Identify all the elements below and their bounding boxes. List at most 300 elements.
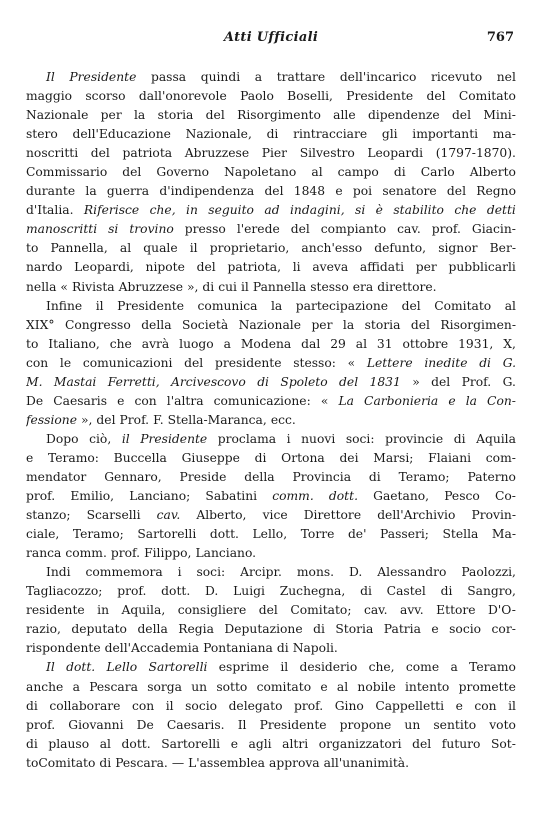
word: Nazionale: [26, 108, 89, 123]
word: dott.: [161, 584, 191, 599]
word: proprietario,: [209, 241, 290, 256]
word: del: [412, 736, 432, 751]
word: socio: [449, 622, 482, 637]
word: Pannella,: [50, 241, 108, 256]
word: D'O-: [488, 603, 516, 618]
word: Presidente: [117, 298, 185, 313]
word: Lello,: [252, 527, 288, 542]
word: comm.: [65, 546, 107, 561]
word: Il: [46, 70, 55, 84]
word: Ma-: [491, 527, 516, 542]
body-text: [26, 68, 516, 773]
word: dott.: [66, 660, 96, 675]
word: del: [258, 603, 278, 618]
word: Ettore: [436, 603, 476, 618]
word: presso: [184, 222, 226, 237]
word: nipote: [145, 260, 185, 275]
word: Pannella: [252, 279, 307, 294]
word: Dopo: [46, 431, 79, 446]
word: Preside: [179, 469, 227, 484]
word: Comitato;: [290, 603, 352, 618]
word: e: [455, 698, 463, 713]
word: con: [26, 355, 49, 370]
word: stabilito: [393, 203, 444, 218]
word: durante: [26, 184, 76, 199]
word: gli: [381, 127, 398, 142]
word: che: [109, 336, 132, 351]
word: Presidente: [346, 89, 414, 104]
word: il: [508, 698, 516, 713]
word: Commissario: [26, 165, 108, 180]
word: del: [184, 355, 204, 370]
word: come: [405, 660, 440, 675]
word: di: [440, 584, 453, 599]
word: Paolo: [240, 89, 274, 104]
text-line: [26, 87, 516, 106]
word: al: [99, 736, 111, 751]
word: altri: [282, 736, 309, 751]
word: Luigi: [233, 584, 265, 599]
word: prof.: [294, 698, 324, 713]
word: a: [254, 70, 263, 84]
word: Gaetano,: [373, 489, 430, 504]
word: Tagliacozzo;: [26, 584, 103, 599]
word: to: [26, 241, 39, 256]
word: rintracciare: [293, 127, 368, 142]
word: di: [266, 127, 279, 142]
word: il: [280, 660, 289, 675]
text-line: [26, 258, 516, 277]
word: prof.: [431, 222, 461, 237]
word: Napoletano: [224, 165, 297, 180]
text-line: [26, 506, 516, 525]
text-line: [26, 582, 516, 601]
text-line: [26, 373, 516, 392]
text-line: [26, 201, 516, 220]
word: di: [479, 355, 491, 370]
text-line: [26, 468, 516, 487]
word: dei: [339, 450, 359, 465]
word: dott.: [328, 489, 358, 504]
text-line: [26, 449, 516, 468]
word: razio,: [26, 622, 61, 637]
word: Modena: [240, 336, 292, 351]
word: Buccella: [113, 450, 167, 465]
word: Cappelletti: [375, 698, 445, 713]
word: Caesaris: [53, 393, 108, 408]
word: Sabatini: [205, 489, 258, 504]
word: Comitato: [458, 89, 516, 104]
word: 29: [330, 336, 346, 351]
word: Spoleto: [280, 374, 328, 389]
text-line: [26, 182, 516, 201]
word: trattare: [276, 70, 326, 84]
word: Sartorelli: [148, 660, 208, 675]
word: del: [426, 89, 446, 104]
word: to: [26, 336, 39, 351]
word: Storia: [335, 622, 374, 637]
word: prof.: [26, 489, 56, 504]
word: Carbonieria: [364, 393, 439, 408]
word: patriota: [122, 146, 173, 161]
word: Lanciano.: [195, 546, 257, 561]
word: Sangro,: [467, 584, 516, 599]
word: i: [177, 565, 182, 580]
word: di: [202, 279, 215, 294]
word: comunicazione:: [213, 393, 311, 408]
word: passa: [150, 70, 187, 84]
word: De: [136, 717, 154, 732]
word: del: [205, 108, 225, 123]
word: per: [100, 108, 122, 123]
word: Regia: [178, 622, 214, 637]
word: consigliere: [177, 603, 247, 618]
word: Carlo: [420, 165, 455, 180]
text-line: [26, 658, 516, 677]
word: Presidente: [140, 431, 208, 446]
word: prof.: [117, 584, 147, 599]
word: De: [26, 393, 44, 408]
word: e: [335, 184, 343, 199]
word: XIX°: [26, 317, 55, 332]
word: Prof.: [461, 374, 492, 389]
word: deputato: [71, 622, 127, 637]
word: alle: [333, 108, 356, 123]
word: all'unanimità.: [323, 755, 410, 770]
word: poi: [352, 184, 373, 199]
word: Paterno: [467, 469, 516, 484]
word: approva: [269, 755, 320, 770]
text-line: [26, 601, 516, 620]
word: del: [96, 412, 116, 427]
word: desiderio: [299, 660, 358, 675]
word: mons.: [296, 565, 335, 580]
word: L'assemblea: [188, 755, 265, 770]
word: futuro: [441, 736, 481, 751]
word: Alessandro: [377, 565, 447, 580]
word: Provincia: [292, 469, 352, 484]
word: dell'Archivio: [377, 508, 456, 523]
word: scorso: [85, 89, 126, 104]
page-header: [26, 24, 516, 48]
word: Stella-Maranca,: [167, 412, 267, 427]
word: Giuseppe: [181, 450, 240, 465]
word: del: [290, 222, 310, 237]
word: Napoli.: [292, 641, 338, 656]
word: Presidente: [69, 70, 137, 84]
word: nel: [496, 70, 516, 84]
word: «: [347, 355, 356, 370]
word: Pesco: [444, 489, 480, 504]
word: Arcipr.: [240, 565, 282, 580]
text-line: [26, 697, 516, 716]
text-line: [26, 163, 516, 182]
word: Boselli,: [287, 89, 333, 104]
word: »,: [186, 279, 199, 294]
word: storia: [157, 108, 194, 123]
word: del: [401, 298, 421, 313]
word: comm.: [272, 489, 314, 504]
text-line: [26, 68, 516, 87]
word: ciale,: [26, 527, 60, 542]
word: Lettere: [366, 355, 413, 370]
word: l'altra: [166, 393, 204, 408]
word: ma-: [492, 127, 516, 142]
word: Il: [237, 717, 247, 732]
word: ad: [264, 203, 280, 218]
word: comunica: [197, 298, 258, 313]
word: Patria: [383, 622, 421, 637]
word: dipendenze: [367, 108, 440, 123]
word: che,: [368, 660, 395, 675]
word: Ortona: [281, 450, 325, 465]
word: a: [450, 660, 458, 675]
word: nardo: [26, 260, 63, 275]
word: 1931,: [458, 336, 494, 351]
word: comunicazioni: [82, 355, 173, 370]
word: ranca: [26, 546, 62, 561]
word: il: [165, 698, 174, 713]
word: toComitato: [26, 755, 96, 770]
word: della: [137, 622, 168, 637]
word: G.: [502, 374, 516, 389]
text-line: [26, 220, 516, 239]
word: Il: [46, 660, 55, 675]
word: stesso: [310, 279, 349, 294]
word: i: [286, 431, 291, 446]
word: prof.: [110, 546, 141, 561]
word: Infine: [46, 298, 83, 313]
word: cor-: [491, 622, 516, 637]
word: (1797-1870).: [435, 146, 516, 161]
text-line: [26, 639, 516, 658]
word: del: [264, 184, 284, 199]
word: e: [230, 736, 238, 751]
word: si: [108, 222, 119, 237]
word: Prof.: [119, 412, 150, 427]
word: intento: [405, 679, 450, 694]
word: soci:: [345, 431, 375, 446]
word: a: [72, 679, 80, 694]
word: Ferretti,: [107, 374, 160, 389]
word: il: [121, 431, 130, 446]
text-line: [26, 144, 516, 163]
text-line: [26, 354, 516, 373]
word: dal: [301, 336, 321, 351]
text-line: [26, 316, 516, 335]
word: prof.: [26, 717, 56, 732]
word: dell'incarico: [339, 70, 417, 84]
word: Leopardi: [367, 146, 424, 161]
word: si: [355, 203, 366, 218]
word: è: [375, 203, 383, 218]
word: dall'onorevole: [138, 89, 227, 104]
word: D.: [205, 584, 219, 599]
word: la: [342, 317, 355, 332]
text-line: [26, 392, 516, 411]
word: la: [465, 393, 477, 408]
word: Sot-: [490, 736, 516, 751]
word: quale: [143, 241, 178, 256]
word: al: [119, 241, 132, 256]
word: del: [196, 260, 216, 275]
word: dell'Educazione: [72, 127, 171, 142]
word: di: [257, 374, 269, 389]
word: del: [339, 374, 359, 389]
word: Giovanni: [68, 717, 124, 732]
text-line: [26, 278, 516, 297]
word: Direttore: [303, 508, 362, 523]
word: —: [171, 755, 185, 770]
word: esprime: [218, 660, 269, 675]
word: del: [431, 374, 451, 389]
word: Zuchegna,: [279, 584, 346, 599]
word: storia: [364, 317, 401, 332]
word: Riferisce: [83, 203, 140, 218]
word: un: [404, 717, 421, 732]
word: organizzatori: [318, 736, 402, 751]
word: Aquila: [476, 431, 516, 446]
word: Mini-: [483, 108, 516, 123]
word: in: [97, 603, 109, 618]
word: commemora: [85, 565, 163, 580]
word: ecc.: [270, 412, 296, 427]
word: Leopardi,: [74, 260, 134, 275]
word: d'indipendenza: [159, 184, 255, 199]
page-number: 767: [486, 30, 514, 45]
word: di: [453, 431, 466, 446]
word: provincie: [385, 431, 444, 446]
word: maggio: [26, 89, 73, 104]
word: Risorgimento: [237, 108, 321, 123]
word: la: [134, 108, 146, 123]
word: di: [254, 450, 267, 465]
word: Stella: [442, 527, 479, 542]
word: «: [320, 393, 329, 408]
word: vice: [262, 508, 288, 523]
word: un: [191, 679, 208, 694]
word: com-: [485, 450, 516, 465]
word: Provin-: [471, 508, 516, 523]
word: anch'esso: [301, 241, 363, 256]
text-line: [26, 106, 516, 125]
word: d'Italia.: [26, 203, 74, 218]
word: D.: [349, 565, 363, 580]
word: sorga: [147, 679, 182, 694]
word: ricevuto: [430, 70, 483, 84]
word: e: [320, 679, 328, 694]
word: Teramo;: [72, 527, 124, 542]
word: di: [393, 165, 406, 180]
word: inedite: [424, 355, 468, 370]
word: promette: [458, 679, 516, 694]
word: Gino: [334, 698, 364, 713]
word: dott.: [209, 527, 239, 542]
word: del: [410, 317, 430, 332]
word: avv.: [400, 603, 424, 618]
word: Società: [181, 317, 229, 332]
word: e: [26, 450, 34, 465]
word: Pescara: [89, 679, 138, 694]
word: »,: [80, 412, 93, 427]
word: con: [474, 698, 497, 713]
word: del: [90, 146, 110, 161]
running-title: Atti Ufficiali: [223, 30, 319, 45]
word: M.: [26, 374, 43, 389]
word: 31: [376, 336, 393, 351]
word: il: [240, 279, 249, 294]
word: Passeri;: [380, 527, 429, 542]
word: il: [189, 241, 198, 256]
word: stesso:: [293, 355, 336, 370]
word: manoscritti: [26, 222, 98, 237]
word: 1848: [293, 184, 326, 199]
word: Italiano,: [48, 336, 100, 351]
word: Co-: [494, 489, 516, 504]
word: del: [122, 165, 142, 180]
word: defunto,: [374, 241, 427, 256]
text-line: [26, 735, 516, 754]
word: Mastai: [53, 374, 97, 389]
text-line: [26, 754, 516, 773]
word: al: [336, 679, 349, 694]
word: affidati: [359, 260, 404, 275]
word: al: [311, 165, 323, 180]
word: Abruzzese: [118, 279, 183, 294]
word: del: [451, 108, 472, 123]
word: Flaiani: [428, 450, 472, 465]
word: a: [223, 336, 231, 351]
word: per: [311, 317, 333, 332]
text-line: [26, 125, 516, 144]
word: Scarselli: [86, 508, 141, 523]
word: Teramo;: [398, 469, 450, 484]
text-line: [26, 525, 516, 544]
word: Pescara.: [115, 755, 168, 770]
word: luogo: [179, 336, 214, 351]
word: Castel: [386, 584, 426, 599]
word: 1831: [369, 374, 401, 389]
word: quindi: [200, 70, 241, 84]
word: rispondente: [26, 641, 101, 656]
text-line: [26, 716, 516, 735]
text-line: [26, 487, 516, 506]
word: in: [186, 203, 198, 218]
word: con: [131, 698, 155, 713]
word: Giacin-: [471, 222, 516, 237]
word: Torre: [300, 527, 335, 542]
word: della: [141, 317, 172, 332]
word: Deputazione: [224, 622, 303, 637]
word: proclama: [217, 431, 277, 446]
word: G.: [502, 355, 516, 370]
word: partecipazione: [295, 298, 389, 313]
word: trovino: [129, 222, 174, 237]
word: voto: [489, 717, 516, 732]
word: cav.: [363, 603, 388, 618]
word: Emilio,: [70, 489, 115, 504]
word: »: [412, 374, 420, 389]
word: nella: [26, 279, 57, 294]
word: di: [99, 755, 112, 770]
word: che,: [149, 203, 176, 218]
word: e: [448, 393, 456, 408]
word: di: [26, 698, 38, 713]
word: della: [244, 469, 275, 484]
word: di: [26, 736, 38, 751]
word: presidente: [214, 355, 282, 370]
text-line: [26, 335, 516, 354]
